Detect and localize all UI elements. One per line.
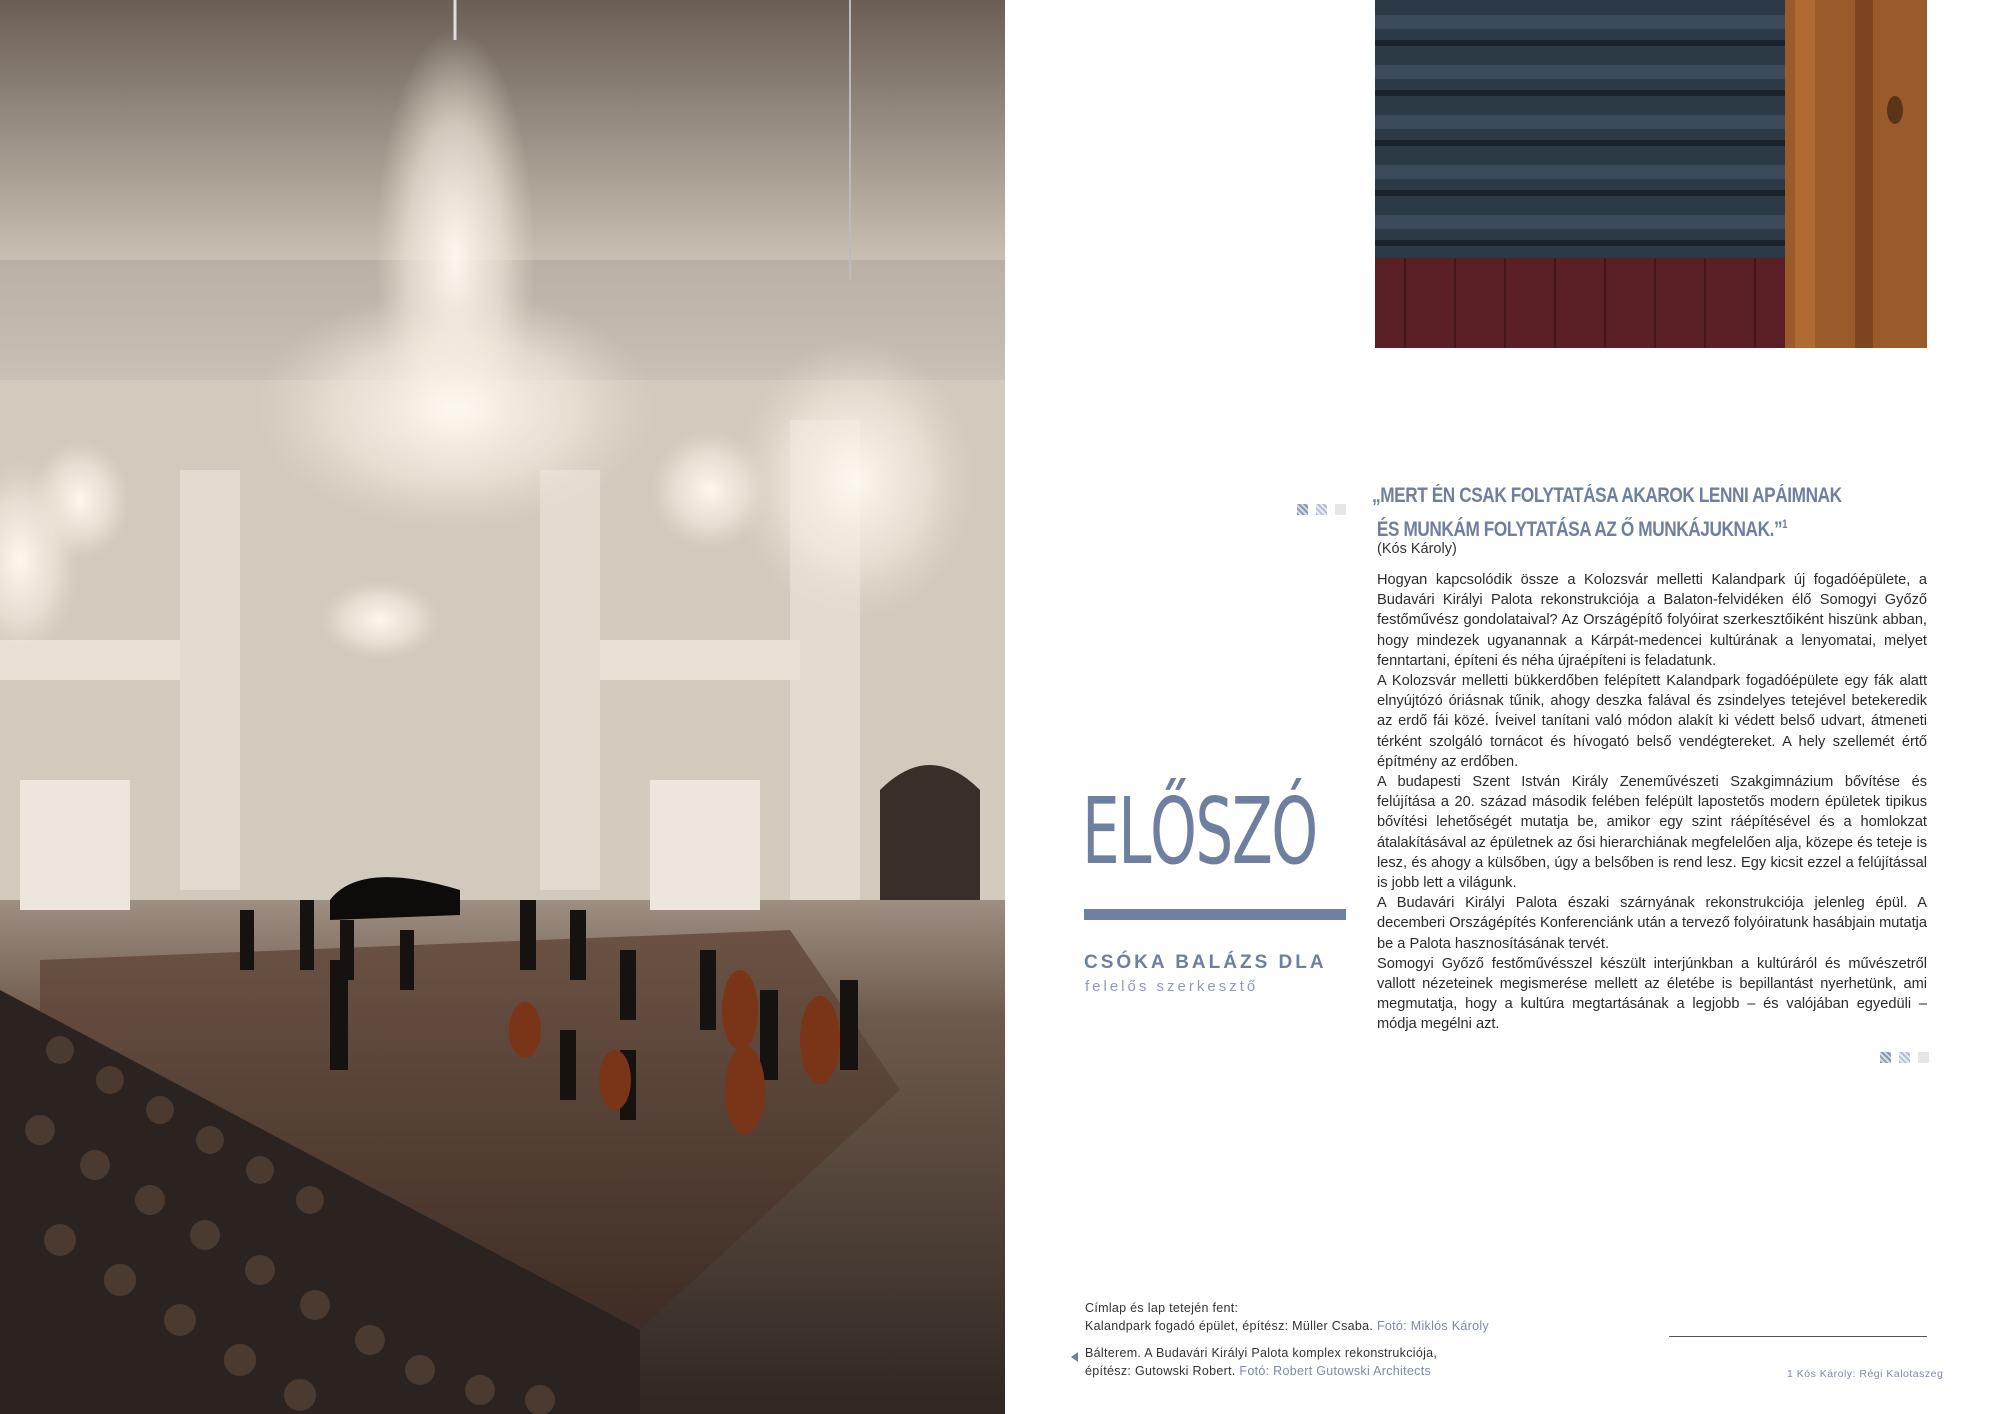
author-role: felelős szerkesztő	[1085, 978, 1259, 995]
paragraph: Hogyan kapcsolódik össze a Kolozsvár melletti Kalandpark új fogadóépülete, a Budavári Királyi Palota rekonstrukciója a Balaton-felvidéken élő Somogyi Győző festőművész gondolataival? Az Országépítő folyóirat szerkesztőiként hiszünk abban, hogy mindezek ugyanannak a Kárpát-medencei kultúrának a lenyomatai, melyet fenntartani, építeni és néha újraépíteni is feladatunk.	[1377, 572, 1927, 669]
quote-squares	[1297, 504, 1346, 515]
paragraph: A Budavári Királyi Palota északi szárnyának rekonstrukciója jelenleg épül. A decemberi Országépítés Konferenciánk után a tervező folyóiratunk hasábjain mutatja be a Palota hasznosításának tervét.	[1377, 895, 1928, 952]
footnote: 1 Kós Károly: Régi Kalotaszeg	[1787, 1368, 1944, 1380]
body-text	[1377, 570, 1927, 1035]
footnote-mark: 1	[1782, 517, 1788, 531]
arrow-left-icon	[1071, 1352, 1078, 1362]
paragraph: A Kolozsvár melletti bükkerdőben felépített Kalandpark fogadóépülete egy fák alatt elnyújtózó óriásnak tűnik, ahogy deszka falával és zsindelyes tetejével betekeredik az erdő fái közé. Íveivel tanítani való módon alakít ki védett belső udvart, átmeneti térként szolgáló tornácot és hívogató belső vendégtereket. A hely szellemét értő építmény az erdőben.	[1377, 673, 1927, 770]
ballroom-caption	[1085, 1344, 1437, 1380]
paragraph: A budapesti Szent István Király Zeneművészeti Szakgimnázium bővítése és felújítása a 20. század második felében felépült lapostetős modern épületek tipikus bővítési lehetőségét mutatja be, amikor egy szint ráépítésével és a homlokzat átalakításával az épületnek az ősi hierarchiának megfelelően alja, közepe és teteje is lesz, és ahogy a külsőben, úgy a belsőben is rend lesz. Egy kicsit ezzel a felújítással is jobb lett a világunk.	[1377, 774, 1927, 892]
section-title: ELŐSZÓ	[1082, 778, 1317, 885]
cover-caption-text: Kalandpark fogadó épület, építész: Müller Csaba.	[1085, 1319, 1374, 1333]
title-rule	[1084, 909, 1346, 920]
quote-line-2	[1372, 510, 1842, 544]
end-squares	[1880, 1052, 1929, 1063]
roof-photo	[1375, 0, 1927, 348]
ballroom-caption-line-2	[1085, 1362, 1437, 1380]
cover-caption-line	[1085, 1317, 1489, 1335]
quote	[1372, 482, 1842, 544]
quote-line-1: „MERT ÉN CSAK FOLYTATÁSA AKAROK LENNI APÁIMNAK	[1372, 484, 1842, 507]
cover-caption	[1085, 1299, 1489, 1335]
ballroom-caption-text: építész: Gutowski Robert.	[1085, 1364, 1236, 1378]
quote-line-2-text: ÉS MUNKÁM FOLYTATÁSA AZ Ő MUNKÁJUKNAK.”	[1376, 518, 1783, 541]
footnote-rule	[1669, 1336, 1927, 1337]
paragraph: Somogyi Győző festőművésszel készült interjúnkban a kultúráról és művészetről vallott nézeteinek megismerése mellett az életébe is bepillantást nyerhetünk, ami megmutatja, hogy a kultúra megtartásának a legjobb – és valójában egyedüli – módja megélni azt.	[1377, 955, 1927, 1033]
cover-photo-credit: Fotó: Miklós Károly	[1376, 1319, 1489, 1333]
ballroom-caption-line-1: Bálterem. A Budavári Királyi Palota komplex rekonstrukciója,	[1085, 1346, 1438, 1360]
ballroom-photo-credit: Fotó: Robert Gutowski Architects	[1239, 1364, 1432, 1378]
cover-caption-heading: Címlap és lap tetején fent:	[1085, 1301, 1239, 1315]
quote-author: (Kós Károly)	[1377, 541, 1457, 557]
author-name: CSÓKA BALÁZS DLA	[1084, 952, 1327, 973]
